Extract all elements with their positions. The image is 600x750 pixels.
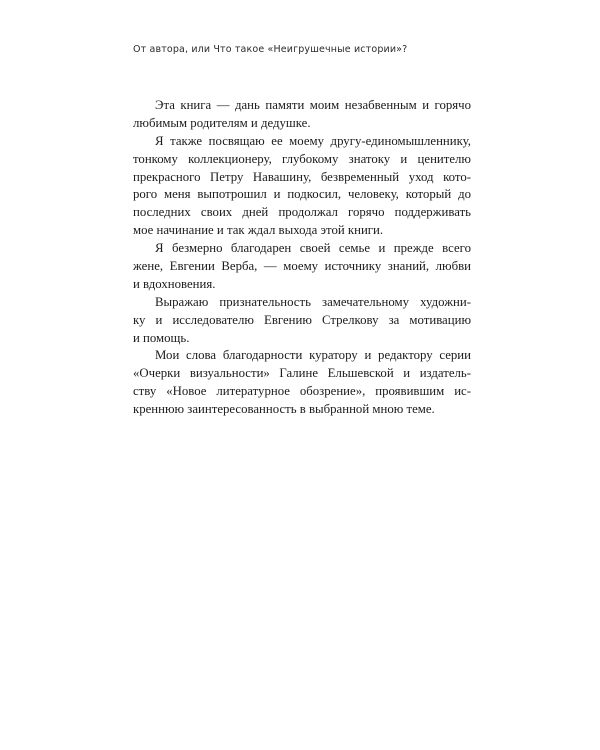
text-line: Я также посвящаю ее моему другу-единомышленнику, (155, 133, 471, 148)
text-line: Выражаю признательность замечательному художни- (155, 294, 471, 309)
text-line: креннюю заинтересованность в выбранной мною теме. (133, 402, 435, 417)
text-line: мое начинание и так ждал выхода этой книги. (133, 223, 384, 238)
running-header: От автора, или Что такое «Неигрушечные истории»? (133, 44, 408, 55)
text-line: Я безмерно благодарен своей семье и прежде всего (155, 241, 471, 256)
text-line: «Очерки визуальности» Галине Ельшевской и издатель- (133, 366, 471, 381)
text-line: рого меня выпотрошил и подкосил, человеку, который до (133, 187, 471, 202)
text-line: ству «Новое литературное обозрение», проявившим ис- (133, 384, 471, 399)
text-line: и помощь. (133, 330, 190, 345)
paragraph-thanks-publisher (133, 347, 471, 419)
body-text (133, 97, 471, 419)
paragraph-thanks-artist (133, 294, 471, 348)
text-line: ку и исследователю Евгению Стрелкову за мотивацию (133, 312, 471, 327)
paragraph-thanks-family (133, 240, 471, 294)
paragraph-dedication-parents (133, 97, 471, 133)
text-line: прекрасного Петру Навашину, безвременный уход кото- (133, 169, 471, 184)
text-line: тонкому коллекционеру, глубокому знатоку и ценителю (133, 151, 471, 166)
text-line: жене, Евгении Верба, — моему источнику знаний, любви (133, 259, 471, 274)
text-line: последних своих дней продолжал горячо поддерживать (133, 205, 471, 220)
text-line: Эта книга — дань памяти моим незабвенным и горячо (155, 98, 471, 112)
paragraph-dedication-friend (133, 133, 471, 240)
text-line: и вдохновения. (133, 276, 216, 291)
text-line: Мои слова благодарности куратору и редактору серии (155, 348, 471, 363)
text-line: любимым родителям и дедушке. (133, 115, 311, 130)
